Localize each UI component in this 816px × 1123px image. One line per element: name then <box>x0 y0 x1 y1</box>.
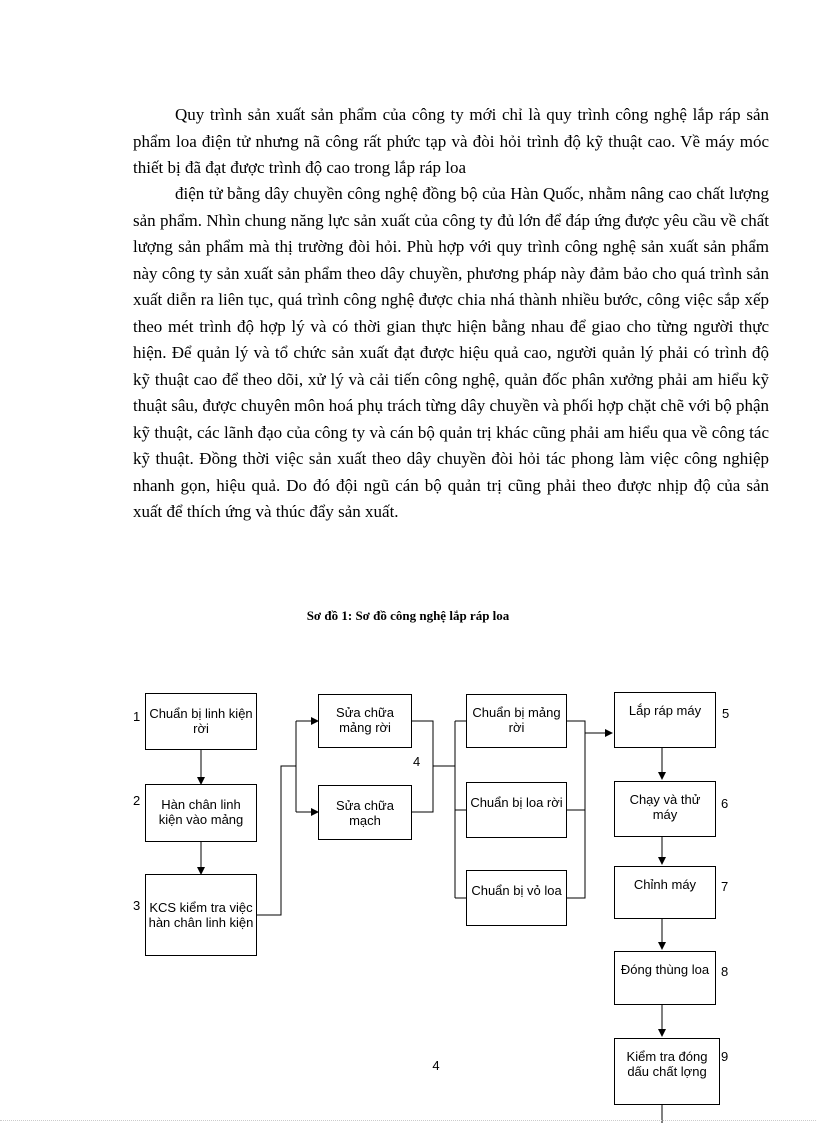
box-prepare-case: Chuẩn bị vỏ loa <box>466 870 567 926</box>
step-number-4: 4 <box>413 754 421 769</box>
box-repair-circuit: Sửa chữa mạch <box>318 785 412 840</box>
step-number-7: 7 <box>721 879 729 894</box>
box-prepare-components: Chuẩn bị linh kiện rời <box>145 693 257 750</box>
step-number-5: 5 <box>722 706 730 721</box>
step-number-8: 8 <box>721 964 729 979</box>
page-number: 4 <box>432 1058 440 1073</box>
box-adjust: Chỉnh máy <box>614 866 716 919</box>
paragraph-2: điện tử bằng dây chuyền công nghệ đồng bộ của Hàn Quốc, nhằm nâng cao chất lượng sản phẩm. Nhìn chung năng lực sản xuất của công ty đủ lớn để đáp ứng được yêu cầu về chất lượng sản phẩm mà thị trường đòi hỏi. Phù hợp với quy trình công nghệ sản xuất sản phẩm này công ty sản xuất sản phẩm theo dây chuyền, phương pháp này đảm bảo cho quá trình sản xuất diễn ra liên tục, quá trình công nghệ được chia nhá thành nhiều bước, công việc sắp xếp theo mét trình độ hợp lý và có thời gian thực hiện bằng nhau để giao cho từng người thực hiện. Để quản lý và tổ chức sản xuất đạt được hiệu quả cao, người quản lý phải có trình độ kỹ thuật cao để theo dõi, xử lý và cải tiến công nghệ, quản đốc phân xưởng phải am hiểu kỹ thuật sâu, được chuyên môn hoá phụ trách từng dây chuyền và phối hợp chặt chẽ với bộ phận kỹ thuật, các lãnh đạo của công ty và cán bộ quản trị khác cũng phải am hiểu qua về công tác kỹ thuật. Đồng thời việc sản xuất theo dây chuyền đòi hỏi tác phong làm việc công nghiệp nhanh gọn, hiệu quả. Do đó đội ngũ cán bộ quản trị cũng phải theo được nhịp độ của sản xuất để thích ứng và thúc đẩy sản xuất. <box>133 184 769 521</box>
step-number-3: 3 <box>133 898 141 913</box>
step-number-9: 9 <box>721 1049 729 1064</box>
diagram-caption: Sơ đồ 1: Sơ đồ công nghệ lắp ráp loa <box>306 608 510 623</box>
step-number-1: 1 <box>133 709 141 724</box>
box-prepare-board: Chuẩn bị mảng rời <box>466 694 567 748</box>
footer-divider <box>0 1120 816 1121</box>
box-repair-board: Sửa chữa mảng rời <box>318 694 412 748</box>
box-assemble: Lắp ráp máy <box>614 692 716 748</box>
connector-3-to-4 <box>257 766 296 915</box>
step-number-6: 6 <box>721 796 729 811</box>
box-solder-components: Hàn chân linh kiện vào mảng <box>145 784 257 842</box>
box-packing: Đóng thùng loa <box>614 951 716 1005</box>
box-run-test: Chạy và thử máy <box>614 781 716 837</box>
box-prepare-speaker: Chuẩn bị loa rời <box>466 782 567 838</box>
box-kcs-check: KCS kiểm tra việc hàn chân linh kiện <box>145 874 257 956</box>
box-quality-stamp: Kiểm tra đóng dấu chất lợng <box>614 1038 720 1105</box>
step-number-2: 2 <box>133 793 141 808</box>
paragraph-1: Quy trình sản xuất sản phẩm của công ty mới chỉ là quy trình công nghệ lắp ráp sản phẩm loa điện tử nhưng nã công rất phức tạp và đòi hỏi trình độ kỹ thuật cao. Về máy móc thiết bị đã đạt được trình độ cao trong lắp ráp loa <box>133 105 769 177</box>
